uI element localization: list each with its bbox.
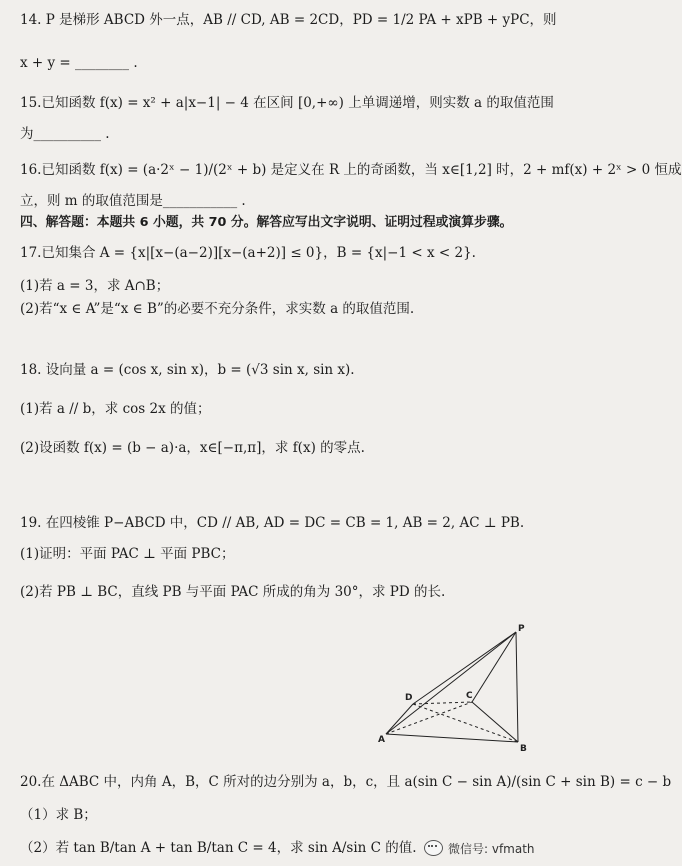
q19-part-2: (2)若 PB ⊥ BC，直线 PB 与平面 PAC 所成的角为 30°，求 PD 的长. (20, 584, 446, 600)
vertex-label-a: A (378, 735, 385, 745)
q15-line-2: 为__________ . (20, 126, 110, 142)
q16-line-1: 16.已知函数 f(x) = (a·2ˣ − 1)/(2ˣ + b) 是定义在 R 上的奇函数，当 x∈[1,2] 时，2 + mf(x) + 2ˣ > 0 恒成 (20, 162, 682, 178)
q20-part-1: （1）求 B； (20, 807, 97, 823)
q17-part-1: (1)若 a = 3，求 A∩B； (20, 278, 170, 294)
vertex-label-p: P (518, 624, 525, 634)
q16-line-2: 立，则 m 的取值范围是___________ . (20, 193, 246, 209)
section-4-heading: 四、解答题：本题共 6 小题，共 70 分。解答应写出文字说明、证明过程或演算步骤。 (20, 215, 513, 230)
q19-part-1: (1)证明：平面 PAC ⊥ 平面 PBC； (20, 546, 235, 562)
vertex-label-b: B (520, 744, 527, 754)
q18-stem: 18. 设向量 a = (cos x, sin x)，b = (√3 sin x, sin x). (20, 362, 355, 378)
q17-stem: 17.已知集合 A = {x|[x−(a−2)][x−(a+2)] ≤ 0}，B = {x|−1 < x < 2}. (20, 245, 476, 261)
q20-stem: 20.在 ΔABC 中，内角 A，B，C 所对的边分别为 a，b，c，且 a(sin C − sin A)/(sin C + sin B) = c − b (20, 774, 672, 790)
q20-part-2: （2）若 tan B/tan A + tan B/tan C = 4，求 sin A/sin C 的值. (20, 840, 417, 856)
q14-line-2: x + y = ________ . (20, 55, 138, 71)
q17-part-2: (2)若“x ∈ A”是“x ∈ B”的必要不充分条件，求实数 a 的取值范围. (20, 301, 415, 317)
watermark (424, 836, 569, 860)
vertex-label-c: C (466, 691, 473, 701)
pyramid-figure (378, 622, 548, 752)
q15-line-1: 15.已知函数 f(x) = x² + a|x−1| − 4 在区间 [0,+∞) 上单调递增，则实数 a 的取值范围 (20, 95, 554, 111)
q18-part-1: (1)若 a // b，求 cos 2x 的值； (20, 401, 211, 417)
vertex-label-d: D (405, 693, 413, 703)
wechat-icon (424, 840, 443, 856)
watermark-text: 微信号: vfmath (448, 841, 535, 856)
q18-part-2: (2)设函数 f(x) = (b − a)·a，x∈[−π,π]，求 f(x) 的零点. (20, 440, 365, 456)
q14-line-1: 14. P 是梯形 ABCD 外一点，AB // CD, AB = 2CD，PD = 1/2 PA + xPB + yPC，则 (20, 12, 557, 28)
q19-stem: 19. 在四棱锥 P−ABCD 中，CD // AB, AD = DC = CB = 1, AB = 2, AC ⊥ PB. (20, 515, 525, 531)
